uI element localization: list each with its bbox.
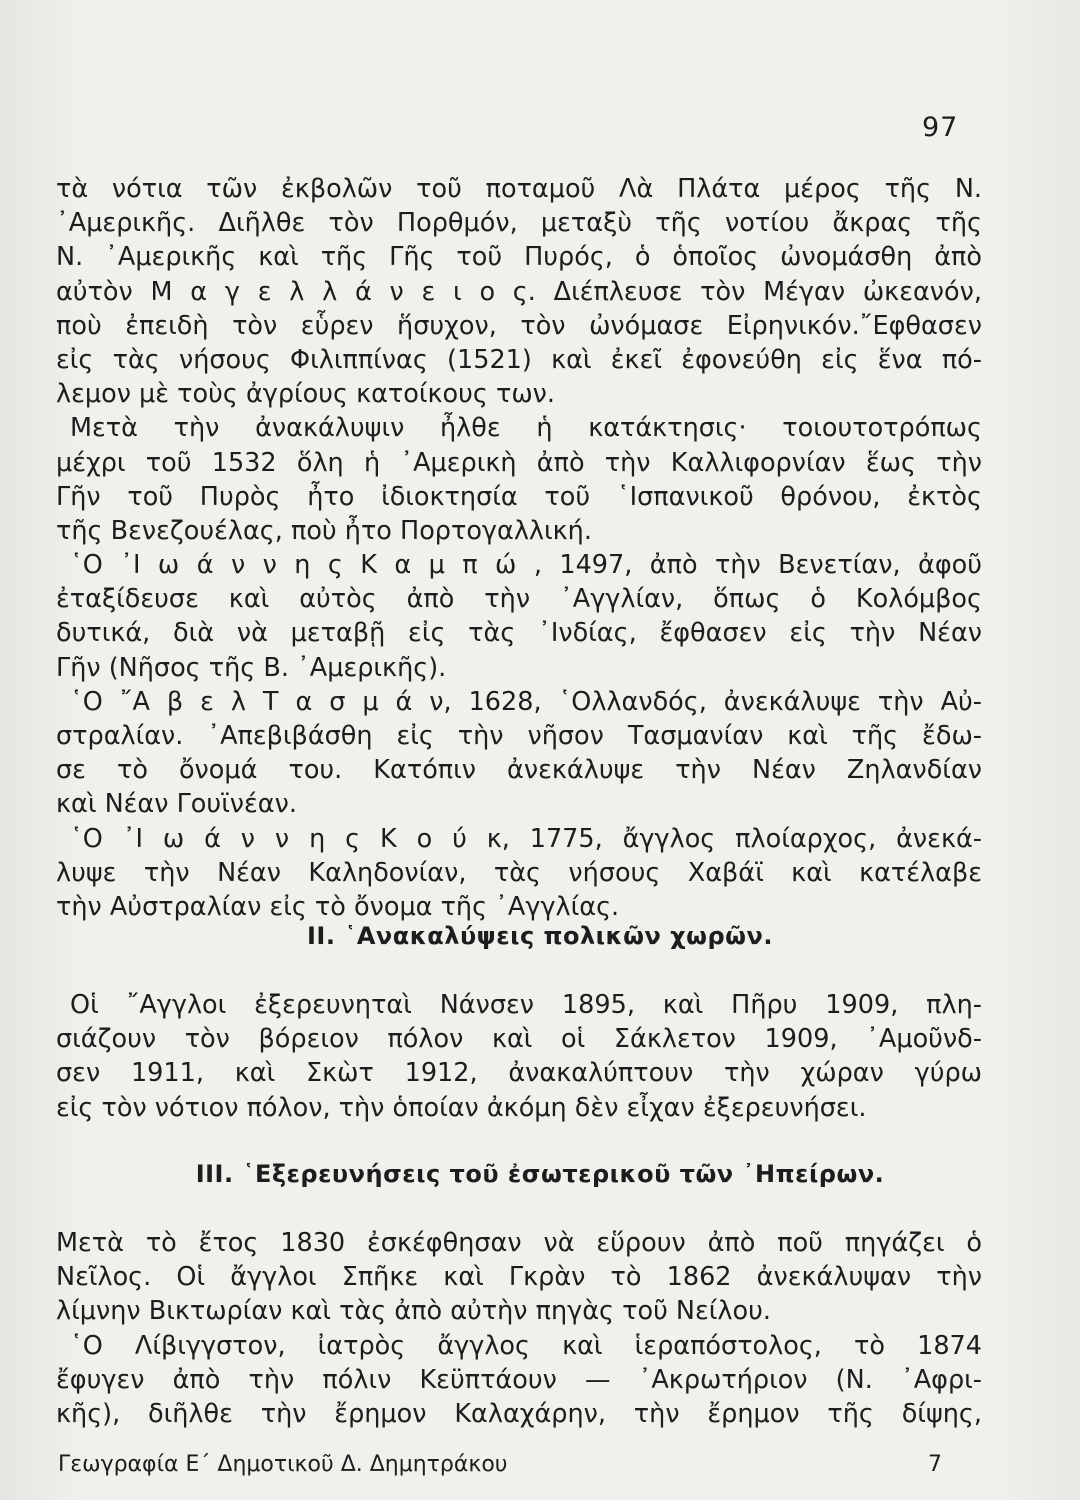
text-line: Γῆν τοῦ Πυρὸς ἦτο ἰδιοκτησία τοῦ ῾Ισπανικοῦ θρόνου, ἐκτὸς	[56, 481, 982, 512]
section-heading-interior: ΙΙΙ. ῾Εξερευνήσεις τοῦ ἐσωτερικοῦ τῶν ᾿Ηπείρων.	[195, 1160, 885, 1188]
page-number: 97	[922, 112, 959, 143]
text-line: τὰ νότια τῶν ἐκβολῶν τοῦ ποταμοῦ Λὰ Πλάτα μέρος τῆς Ν.	[56, 174, 982, 204]
text-line: Μετὰ τὴν ἀνακάλυψιν ἦλθε ἡ κατάκτησις· τοιουτοτρόπως	[70, 413, 982, 444]
text-line: ποὺ ἐπειδὴ τὸν εὗρεν ἥσυχον, τὸν ὠνόμασε Εἰρηνικόν.῎Εφθασεν	[56, 310, 982, 341]
text-line: σεν 1911, καὶ Σκὼτ 1912, ἀνακαλύπτουν τὴν χώραν γύρω	[56, 1058, 982, 1089]
text-line: μέχρι τοῦ 1532 ὅλη ἡ ᾿Αμερικὴ ἀπὸ τὴν Καλλιφορνίαν ἕως τὴν	[56, 447, 982, 478]
text-line: ῾Ο Λίβιγγστον, ἰατρὸς ἄγγλος καὶ ἱεραπόστολος, τὸ 1874	[70, 1330, 982, 1361]
text-line: στραλίαν. ᾿Απεβιβάσθη εἰς τὴν νῆσον Τασμανίαν καὶ τῆς ἔδω-	[56, 721, 982, 751]
text-line: Νεῖλος. Οἱ ἄγγλοι Σπῆκε καὶ Γκρὰν τὸ 1862 ἀνεκάλυψαν τὴν	[56, 1262, 982, 1293]
text-line: καὶ Νέαν Γουϊνέαν.	[56, 789, 297, 820]
text-line: κῆς), διῆλθε τὴν ἔρημον Καλαχάρην, τὴν ἔρημον τῆς δίψης,	[56, 1398, 982, 1429]
text-line: σιάζουν τὸν βόρειον πόλον καὶ οἱ Σάκλετον 1909, ᾿Αμοῦνδ-	[56, 1024, 982, 1055]
text-line: Ν. ᾿Αμερικῆς καὶ τῆς Γῆς τοῦ Πυρός, ὁ ὁποῖος ὠνομάσθη ἀπὸ	[56, 242, 982, 273]
text-line: τῆς Βενεζουέλας, ποὺ ἦτο Πορτογαλλική.	[56, 515, 592, 546]
text-line: ῾Ο ᾿Ι ω ά ν ν η ς Κ ο ύ κ, 1775, ἄγγλος πλοίαρχος, ἀνεκά-	[70, 823, 982, 854]
text-line: λυψε τὴν Νέαν Καληδονίαν, τὰς νήσους Χαβάϊ καὶ κατέλαβε	[56, 857, 982, 888]
text-line: ἔφυγεν ἀπὸ τὴν πόλιν Κεϋπτάουν — ᾿Ακρωτήριον (Ν. ᾿Αφρι-	[56, 1364, 982, 1395]
text-line: Μετὰ τὸ ἔτος 1830 ἐσκέφθησαν νὰ εὕρουν ἀπὸ ποῦ πηγάζει ὁ	[56, 1228, 982, 1258]
text-line: Γῆν (Νῆσος τῆς Β. ᾿Αμερικῆς).	[56, 652, 447, 683]
paragraph-block-discoverers	[56, 172, 982, 924]
text-line: τὴν Αὐστραλίαν εἰς τὸ ὄνομα τῆς ᾿Αγγλίας.	[56, 891, 620, 922]
text-line: δυτικά, διὰ νὰ μεταβῇ εἰς τὰς ᾿Ινδίας, ἔφθασεν εἰς τὴν Νέαν	[56, 618, 982, 649]
text-line: ῾Ο ᾿Ι ω ά ν ν η ς Κ α μ π ώ , 1497, ἀπὸ τὴν Βενετίαν, ἀφοῦ	[70, 550, 982, 581]
text-line: εἰς τὸν νότιον πόλον, τὴν ὁποίαν ἀκόμη δὲν εἶχαν ἐξερευνήσει.	[56, 1092, 867, 1123]
text-line: λεμον μὲ τοὺς ἀγρίους κατοίκους των.	[56, 379, 556, 410]
section-heading-polar: ΙΙ. ῾Ανακαλύψεις πολικῶν χωρῶν.	[307, 922, 773, 950]
text-line: λίμνην Βικτωρίαν καὶ τὰς ἀπὸ αὐτὴν πηγὰς τοῦ Νείλου.	[56, 1296, 771, 1327]
text-line: αὐτὸν Μ α γ ε λ λ ά ν ε ι ο ς. Διέπλευσε τὸν Μέγαν ὠκεανόν,	[56, 276, 982, 307]
footer-book-title: Γεωγραφία Ε΄ Δημοτικοῦ Δ. Δημητράκου	[58, 1452, 508, 1477]
text-line: εἰς τὰς νήσους Φιλιππίνας (1521) καὶ ἐκεῖ ἐφονεύθη εἰς ἕνα πό-	[56, 344, 982, 375]
paragraph-block-interior	[56, 1226, 982, 1431]
paragraph-block-polar	[56, 988, 982, 1125]
text-line: ῾Ο ῎Α β ε λ Τ α σ μ ά ν, 1628, ῾Ολλανδός, ἀνεκάλυψε τὴν Αὐ-	[70, 686, 982, 717]
footer-signature-number: 7	[928, 1452, 942, 1477]
text-line: Οἱ ῎Αγγλοι ἐξερευνηταὶ Νάνσεν 1895, καὶ Πῆρυ 1909, πλη-	[70, 990, 982, 1020]
text-line: σε τὸ ὄνομά του. Κατόπιν ἀνεκάλυψε τὴν Νέαν Ζηλανδίαν	[56, 755, 982, 786]
text-line: ἐταξίδευσε καὶ αὐτὸς ἀπὸ τὴν ᾿Αγγλίαν, ὅπως ὁ Κολόμβος	[56, 584, 982, 615]
text-line: ᾿Αμερικῆς. Διῆλθε τὸν Πορθμόν, μεταξὺ τῆς νοτίου ἄκρας τῆς	[56, 208, 982, 239]
